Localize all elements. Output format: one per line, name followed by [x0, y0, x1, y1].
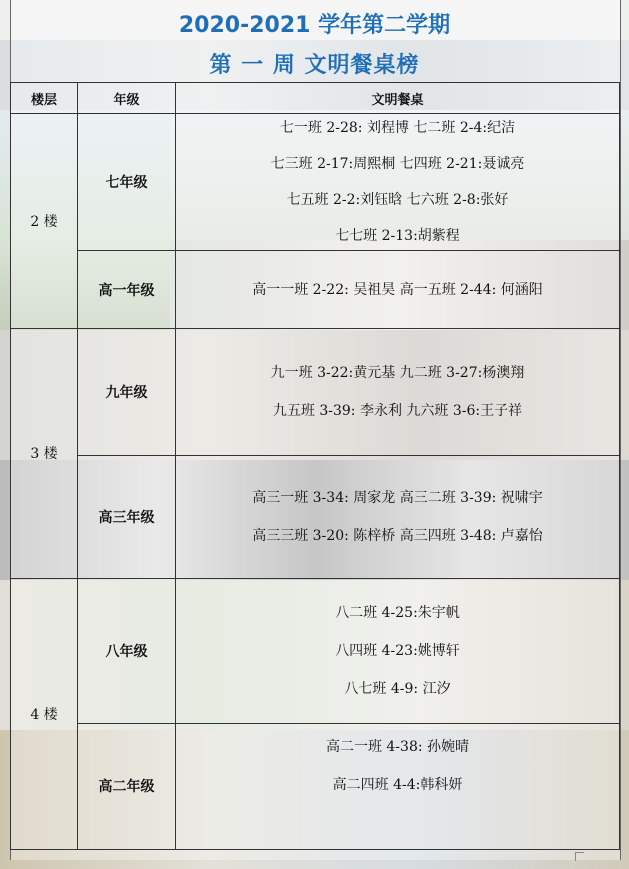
honor-table	[10, 82, 620, 850]
table-row	[11, 723, 620, 849]
table-row	[11, 114, 620, 251]
list-item: 高一一班 2-22: 吴祖昊 高一五班 2-44: 何涵阳	[252, 281, 543, 298]
table-cell	[176, 114, 620, 251]
table-cell	[176, 456, 620, 578]
floor-cell: 2 楼	[11, 114, 78, 329]
table-cell	[176, 578, 620, 723]
header-grade: 年级	[78, 83, 176, 114]
page-title: 2020-2021 学年第二学期	[178, 13, 451, 38]
list-item: 九五班 3-39: 李永利 九六班 3-6:王子祥	[272, 403, 523, 420]
list-item: 七五班 2-2:刘钰晗 七六班 2-8:张好	[286, 192, 509, 209]
grade-cell: 九年级	[78, 329, 176, 456]
table-row	[11, 329, 620, 456]
list-item: 八四班 4-23:姚博轩	[335, 642, 460, 659]
list-item: 八二班 4-25:朱宇帆	[335, 604, 460, 621]
list-item: 高三一班 3-34: 周家龙 高三二班 3-39: 祝啸宇	[252, 490, 543, 507]
list-item: 高三三班 3-20: 陈梓桥 高三四班 3-48: 卢嘉怡	[252, 528, 543, 545]
floor-cell: 4 楼	[11, 578, 78, 849]
header-floor: 楼层	[11, 83, 78, 114]
list-item: 七七班 2-13:胡紫程	[335, 228, 460, 245]
list-item: 七三班 2-17:周熙桐 七四班 2-21:聂诚亮	[270, 156, 525, 173]
table-cell	[176, 329, 620, 456]
grade-cell: 七年级	[78, 114, 176, 251]
table-cell	[176, 723, 620, 849]
grade-cell: 高一年级	[78, 251, 176, 329]
header-table: 文明餐桌	[176, 83, 620, 114]
grade-cell: 高三年级	[78, 456, 176, 578]
header-row	[11, 83, 620, 114]
list-item: 九一班 3-22:黄元基 九二班 3-27:杨澳翔	[270, 365, 525, 382]
page-subtitle: 第 一 周 文明餐桌榜	[209, 53, 420, 78]
grade-cell: 高二年级	[78, 723, 176, 849]
table-row	[11, 251, 620, 329]
floor-cell: 3 楼	[11, 329, 78, 578]
table-row	[11, 578, 620, 723]
page-corner-mark	[575, 852, 584, 861]
list-item: 八七班 4-9: 江汐	[344, 680, 451, 697]
table-row	[11, 456, 620, 578]
list-item: 高二四班 4-4:韩科妍	[332, 776, 463, 793]
list-item: 七一班 2-28: 刘程博 七二班 2-4:纪洁	[279, 120, 516, 137]
table-cell	[176, 251, 620, 329]
list-item: 高二一班 4-38: 孙婉晴	[325, 738, 470, 755]
grade-cell: 八年级	[78, 578, 176, 723]
